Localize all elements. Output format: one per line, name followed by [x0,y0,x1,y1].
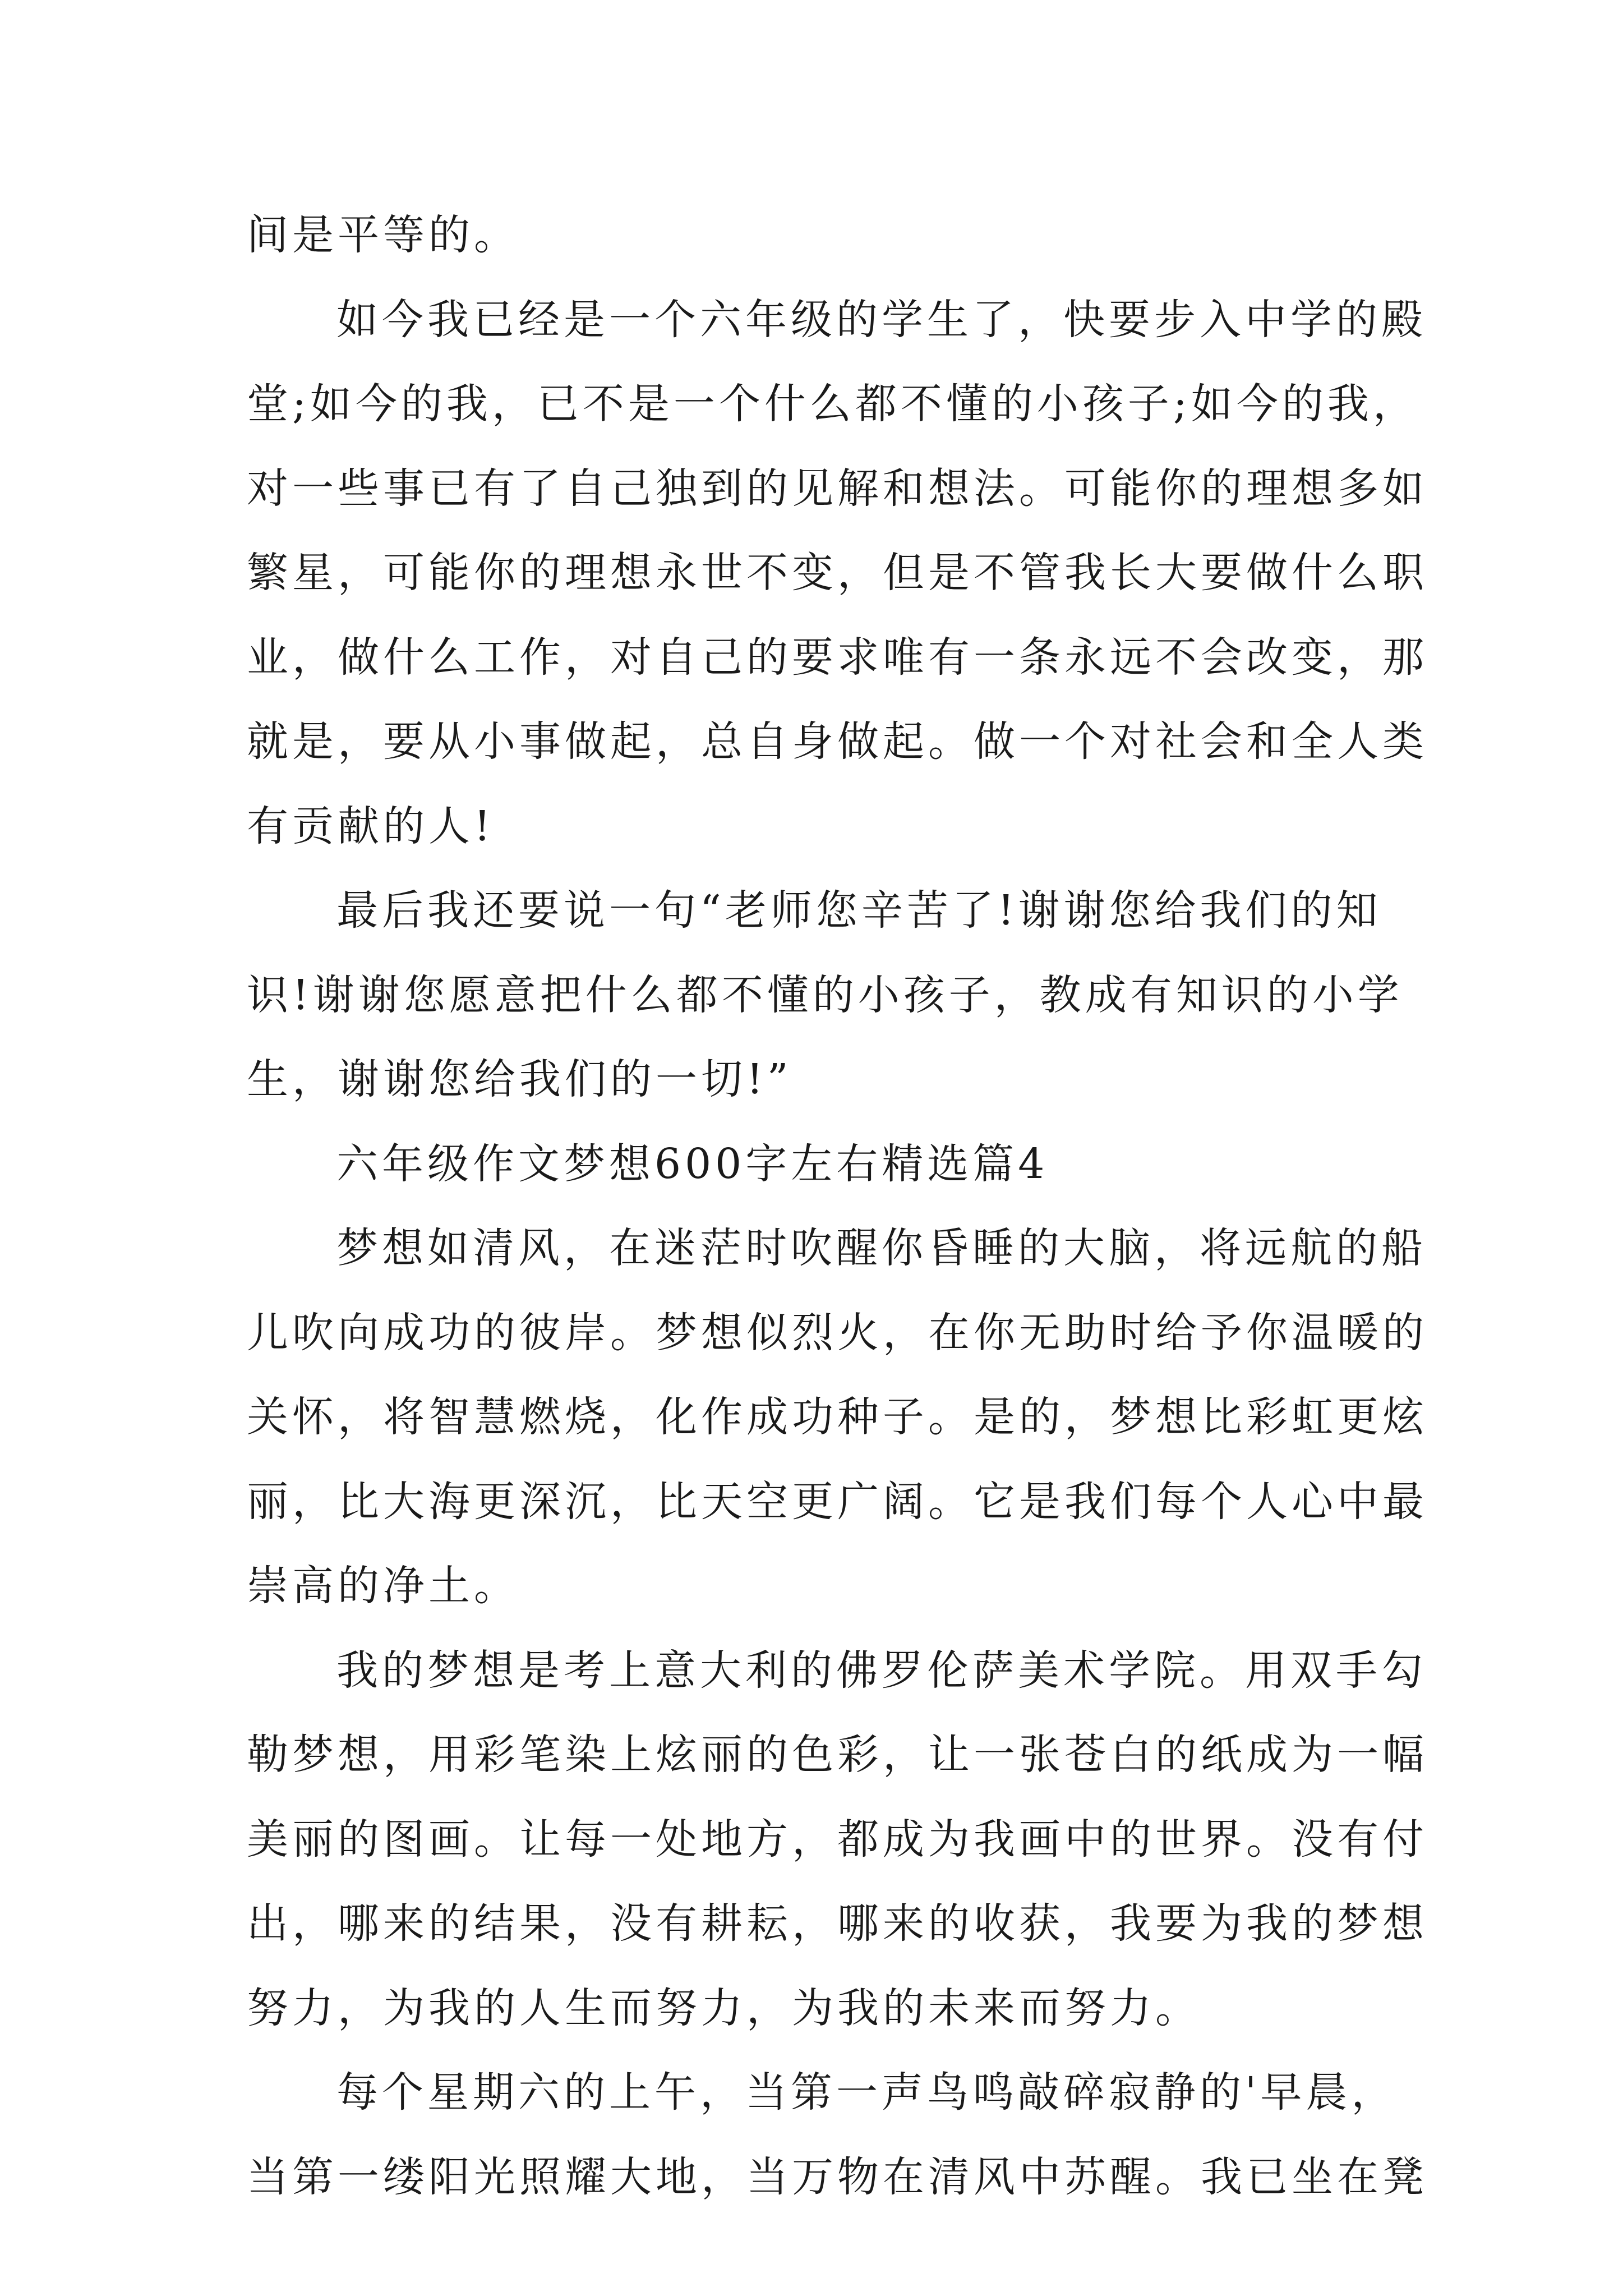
text-line: 间是平等的。 [247,211,519,259]
text-line: 儿吹向成功的彼岸。梦想似烈火，在你无助时给予你温暖的 [247,1308,1428,1357]
paragraph-start-line: 我的梦想是考上意大利的佛罗伦萨美术学院。用双手勾 [336,1646,1427,1695]
text-line: 就是，要从小事做起，总自身做起。做一个对社会和全人类 [247,717,1428,766]
text-line: 业，做什么工作，对自己的要求唯有一条永远不会改变，那 [247,633,1428,682]
text-line: 美丽的图画。让每一处地方，都成为我画中的世界。没有付 [247,1815,1428,1864]
text-line: 出，哪来的结果，没有耕耘，哪来的收获，我要为我的梦想 [247,1899,1428,1948]
text-line: 勒梦想，用彩笔染上炫丽的色彩，让一张苍白的纸成为一幅 [247,1731,1428,1779]
text-line: 堂;如今的我，已不是一个什么都不懂的小孩子;如今的我， [247,380,1418,428]
text-line: 识!谢谢您愿意把什么都不懂的小孩子，教成有知识的小学 [247,970,1403,1019]
paragraph-start-line: 如今我已经是一个六年级的学生了，快要步入中学的殿 [336,295,1427,344]
text-line: 关怀，将智慧燃烧，化作成功种子。是的，梦想比彩虹更炫 [247,1393,1428,1441]
paragraph-start-line: 最后我还要说一句“老师您辛苦了!谢谢您给我们的知 [336,886,1382,935]
text-line: 丽，比大海更深沉，比天空更广阔。它是我们每个人心中最 [247,1477,1428,1526]
text-line: 有贡献的人! [247,802,495,850]
text-line: 崇高的净土。 [247,1562,519,1610]
paragraph-start-line: 梦想如清风，在迷茫时吹醒你昏睡的大脑，将远航的船 [336,1224,1427,1272]
text-line: 当第一缕阳光照耀大地，当万物在清风中苏醒。我已坐在凳 [247,2152,1428,2201]
text-line: 努力，为我的人生而努力，为我的未来而努力。 [247,1984,1201,2032]
text-line: 对一些事已有了自己独到的见解和想法。可能你的理想多如 [247,464,1428,513]
section-heading: 六年级作文梦想600字左右精选篇4 [336,1139,1049,1188]
text-line: 生，谢谢您给我们的一切!” [247,1055,792,1103]
paragraph-start-line: 每个星期六的上午，当第一声鸟鸣敲碎寂静的'早晨， [336,2068,1397,2116]
text-line: 繁星，可能你的理想永世不变，但是不管我长大要做什么职 [247,549,1428,597]
